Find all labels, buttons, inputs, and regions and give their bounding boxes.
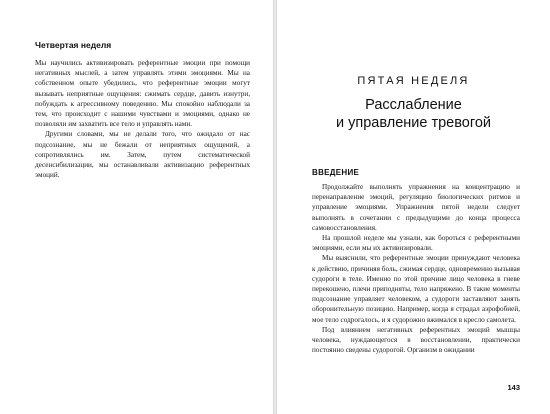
section-heading: ВВЕДЕНИЕ [312,168,360,177]
chapter-title [277,96,550,132]
paragraph: Под влиянием негативных референтных эмоций мышцы человека, нуждающегося в восстановлении, практически постоянно сведены судорогой. Организм в ожидании [312,325,520,355]
chapter-title-line: и управление тревогой [336,115,491,131]
chapter-title-line: Расслабление [365,97,462,113]
paragraph: На прошлой неделе мы узнали, как бороться с референтными эмоциями, если мы их активизировали. [312,234,520,253]
left-page [0,0,273,414]
left-body-text [35,58,250,180]
right-body-text [312,182,520,355]
right-page [277,0,550,414]
paragraph: Другими словами, мы не делали того, что ожидало от нас подсознание, мы не бежали от неприятных ощущений, а сопротивлялись им. Затем, путем систематической десенсибилизации, мы останавливали активизацию референтных эмоций. [35,130,250,180]
part-label: ПЯТАЯ НЕДЕЛЯ [357,75,470,87]
paragraph: Продолжайте выполнять упражнения на концентрацию и перенаправление эмоций, регуляцию биологических ритмов и управление эмоциями. Упражнения пятой недели следует выполнять в сочетании с предыдущими до конца процесса самовосстановления. [312,183,520,232]
paragraph: Мы выяснили, что референтные эмоции принуждают человека к действию, причиняя боль, сжимая сердце, одновременно вызывая судороги в теле. Именно по этой причине лицо человека в гневе перекошено, плечи приподняты, тело напряжено. В такие моменты подсознание управляет человеком, а судороги заставляют занять оборонительную позицию. Например, когда я страдал аэрофобией, мое тело содрогалось, и я судорожно вжимался в кресло самолета. [312,254,520,324]
running-head: Четвертая неделя [35,40,112,50]
page-number: 143 [507,383,520,392]
paragraph: Мы научились активизировать референтные эмоции при помощи негативных мыслей, а затем управлять этими эмоциями. Мы на собственном опыте убедились, что референтные эмоции могут вызывать неприятные ощущения: сжимать сердце, давить изнутри, побуждать к агрессивному поведению. Мы спокойно наблюдали за тем, что происходит с нашими чувствами и эмоциями, однако не позволяли им захватить все тело и управлять нами. [35,59,250,129]
